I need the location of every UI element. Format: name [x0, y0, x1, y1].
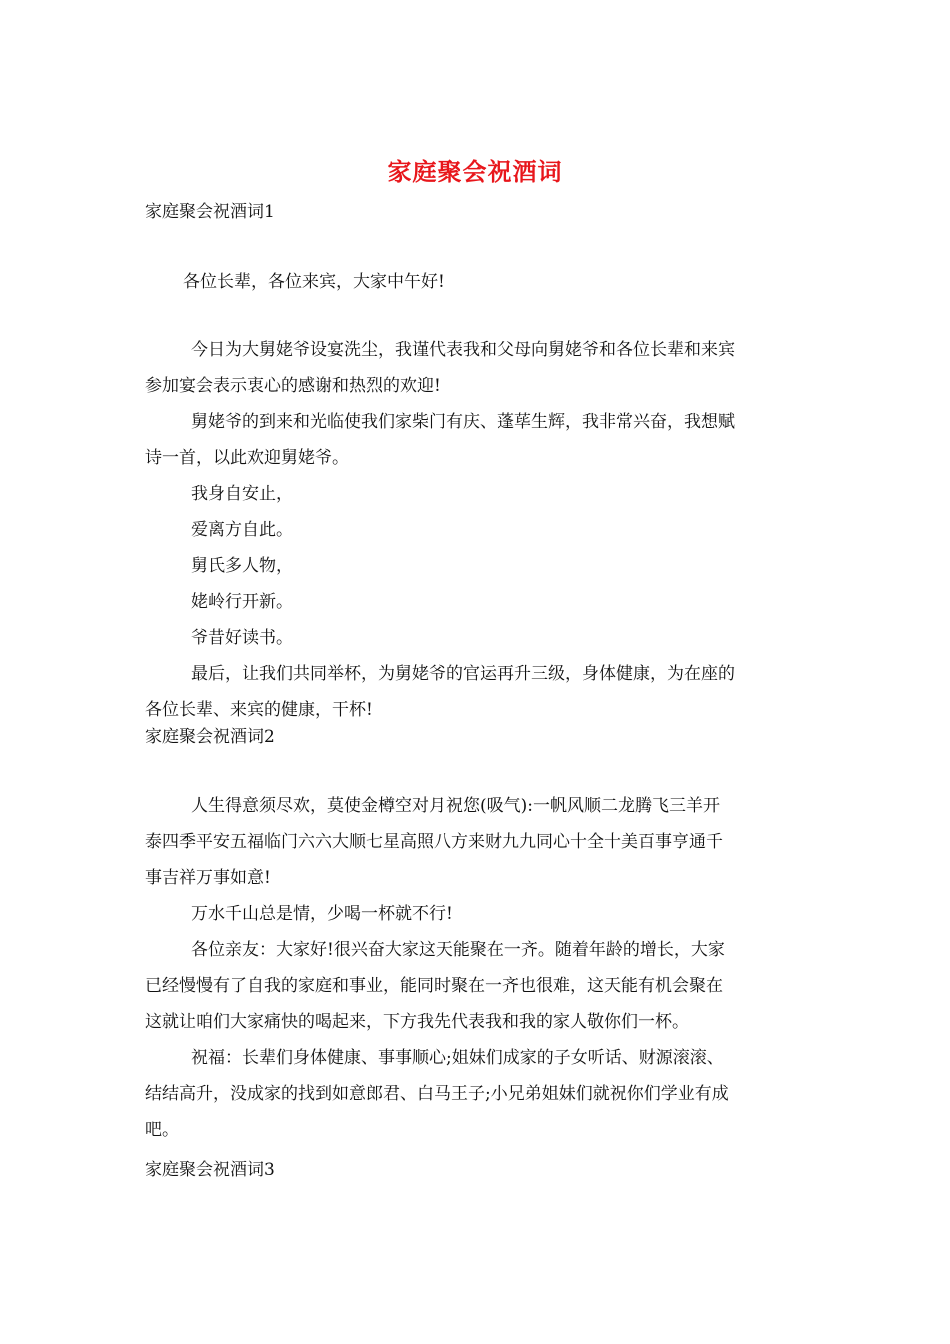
section-heading-3: 家庭聚会祝酒词3: [145, 1160, 275, 1180]
text-line: 吧。: [145, 1120, 179, 1140]
text-line: 各位亲友：大家好!很兴奋大家这天能聚在一齐。随着年龄的增长，大家: [191, 940, 725, 960]
text-line: 已经慢慢有了自我的家庭和事业，能同时聚在一齐也很难，这天能有机会聚在: [145, 976, 723, 996]
text-line: 参加宴会表示衷心的感谢和热烈的欢迎!: [145, 376, 441, 396]
text-line: 人生得意须尽欢，莫使金樽空对月祝您(吸气):一帆风顺二龙腾飞三羊开: [191, 796, 720, 816]
text-line: 舅姥爷的到来和光临使我们家柴门有庆、蓬荜生辉，我非常兴奋，我想赋: [191, 412, 735, 432]
poem-line: 舅氏多人物，: [191, 556, 293, 576]
text-line: 这就让咱们大家痛快的喝起来，下方我先代表我和我的家人敬你们一杯。: [145, 1012, 689, 1032]
text-line: 万水千山总是情，少喝一杯就不行!: [191, 904, 453, 924]
text-line: 祝福：长辈们身体健康、事事顺心;姐妹们成家的子女听话、财源滚滚、: [191, 1048, 724, 1068]
text-line: 各位长辈，各位来宾，大家中午好!: [183, 272, 445, 292]
poem-line: 爱离方自此。: [191, 520, 293, 540]
text-line: 结结高升，没成家的找到如意郎君、白马王子;小兄弟姐妹们就祝你们学业有成: [145, 1084, 729, 1104]
text-line: 各位长辈、来宾的健康，干杯!: [145, 700, 373, 720]
paragraph-welcome: [145, 332, 810, 728]
text-line: 最后，让我们共同举杯，为舅姥爷的官运再升三级，身体健康，为在座的: [191, 664, 735, 684]
text-line: 事吉祥万事如意!: [145, 868, 271, 888]
paragraph-greeting: [145, 264, 810, 300]
section-heading-2: 家庭聚会祝酒词2: [145, 727, 275, 747]
poem-line: 我身自安止，: [191, 484, 293, 504]
section-heading-1: 家庭聚会祝酒词1: [145, 202, 275, 222]
poem-line: 爷昔好读书。: [191, 628, 293, 648]
text-line: 诗一首，以此欢迎舅姥爷。: [145, 448, 349, 468]
text-line: 泰四季平安五福临门六六大顺七星高照八方来财九九同心十全十美百事亨通千: [145, 832, 723, 852]
poem-line: 姥岭行开新。: [191, 592, 293, 612]
paragraph-toast: [145, 788, 810, 1148]
text-line: 今日为大舅姥爷设宴洗尘，我谨代表我和父母向舅姥爷和各位长辈和来宾: [191, 340, 735, 360]
document-title: 家庭聚会祝酒词: [387, 157, 563, 186]
